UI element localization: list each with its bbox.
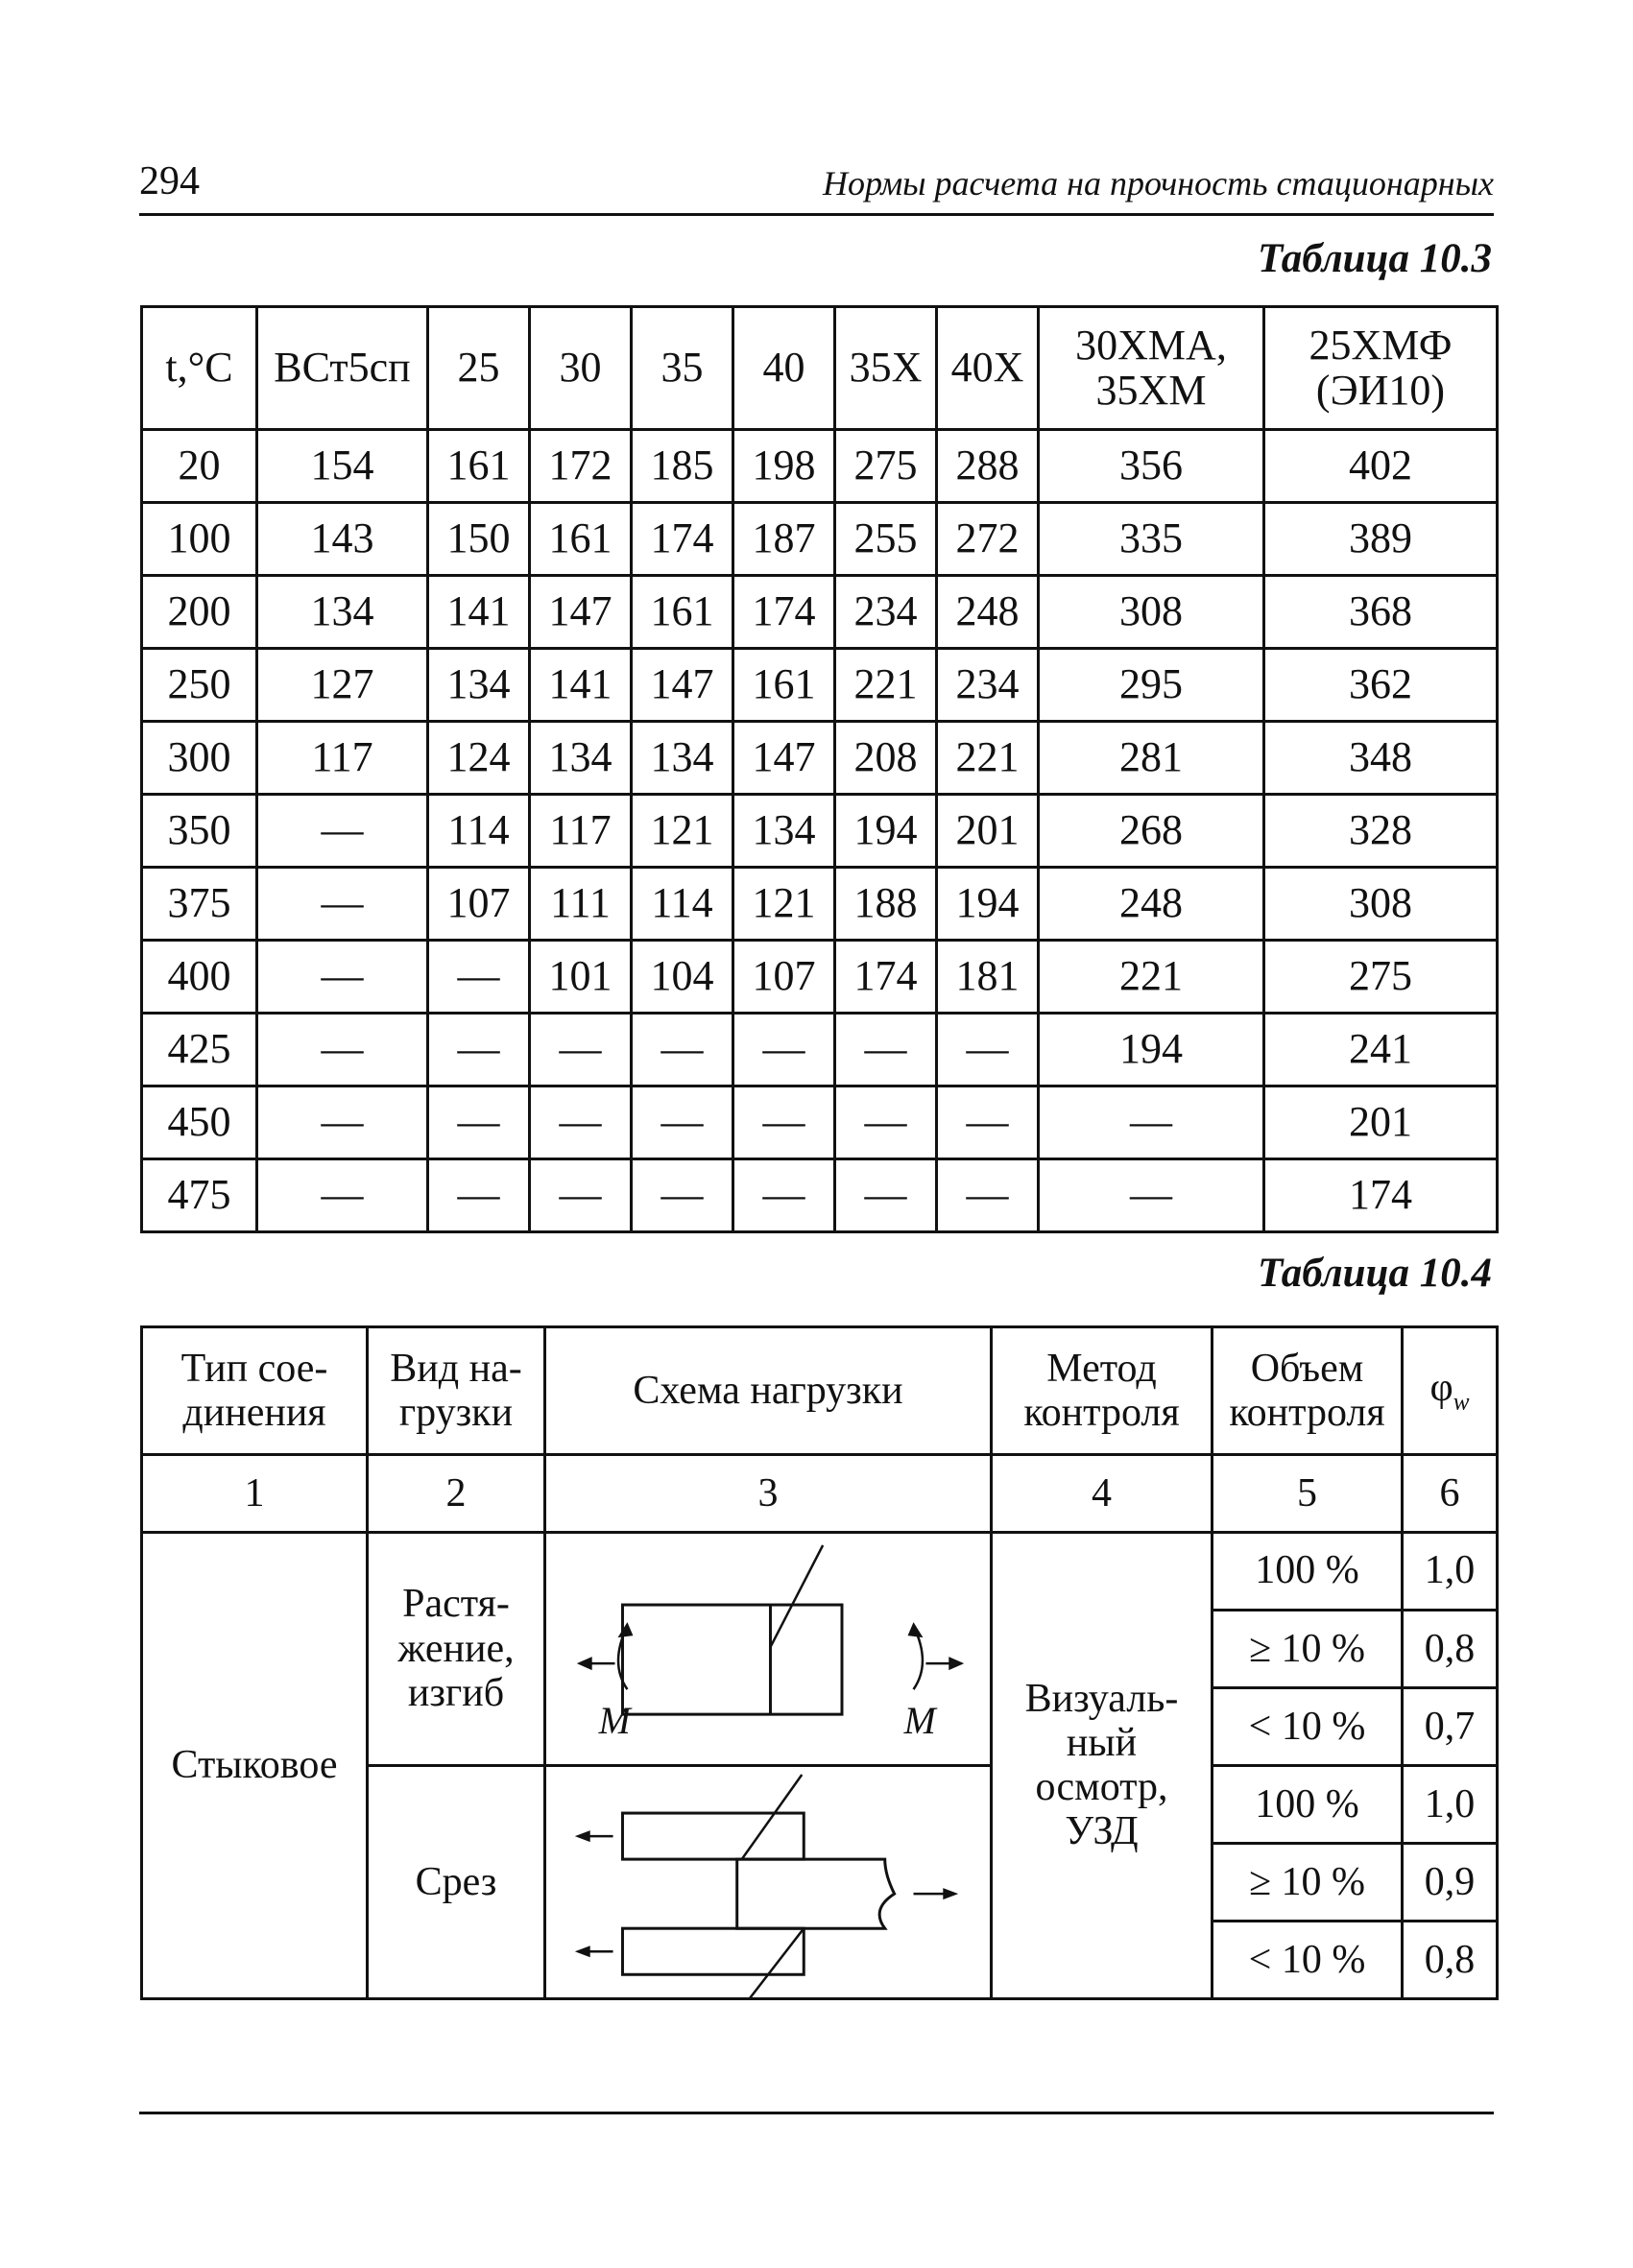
stress-value-cell: — [835,1159,937,1232]
table-row [142,576,1498,649]
temperature-cell: 200 [142,576,257,649]
stress-value-cell: 134 [530,722,632,795]
stress-value-cell: 389 [1264,503,1498,576]
stress-value-cell: — [428,1159,530,1232]
stress-value-cell: — [733,1086,835,1159]
table-row [142,941,1498,1014]
stress-value-cell: 362 [1264,649,1498,722]
stress-value-cell: 147 [530,576,632,649]
stress-value-cell: — [835,1014,937,1086]
stress-value-cell: 255 [835,503,937,576]
stress-value-cell: 121 [632,795,733,868]
running-head: Нормы расчета на прочность стационарных [823,164,1494,203]
stress-value-cell: 402 [1264,430,1498,503]
header-phi-w [1403,1327,1498,1455]
stress-value-cell: — [257,795,428,868]
stress-value-cell: — [530,1159,632,1232]
stress-value-cell: 368 [1264,576,1498,649]
stress-value-cell: 134 [733,795,835,868]
temperature-cell: 475 [142,1159,257,1232]
bending-plate [622,1605,842,1714]
stress-value-cell: 272 [937,503,1039,576]
shear-scheme-svg [546,1767,990,1997]
stress-value-cell: 268 [1039,795,1264,868]
stress-value-cell: 134 [632,722,733,795]
phi-cell: 1,0 [1403,1765,1498,1843]
stress-value-cell: 221 [937,722,1039,795]
stress-value-cell: 117 [530,795,632,868]
stress-value-cell: 188 [835,868,937,941]
header-steel-grade: ВСт5сп [257,307,428,430]
force-arrowhead-right [943,1888,958,1899]
table-row [142,1014,1498,1086]
header-steel-grade: 40 [733,307,835,430]
temperature-cell: 350 [142,795,257,868]
stress-value-cell: 308 [1264,868,1498,941]
phi-symbol: φ [1429,1365,1453,1410]
joint-type-cell: Стыковое [142,1532,368,1998]
volume-cell: ≥ 10 % [1213,1843,1403,1921]
phi-cell: 0,8 [1403,1921,1498,1998]
column-numbers-row [142,1454,1498,1532]
stress-value-cell: 127 [257,649,428,722]
phi-cell: 0,7 [1403,1687,1498,1765]
column-number-cell: 5 [1213,1454,1403,1532]
load-shear-cell: Срез [368,1765,545,1998]
stress-value-cell: 121 [733,868,835,941]
volume-cell: 100 % [1213,1765,1403,1843]
weld-leader-line [770,1545,823,1647]
table-10-4 [140,1325,1499,2000]
temperature-cell: 400 [142,941,257,1014]
stress-value-cell: 201 [1264,1086,1498,1159]
stress-value-cell: 194 [1039,1014,1264,1086]
column-number-cell: 3 [545,1454,992,1532]
stress-value-cell: 275 [835,430,937,503]
moment-label-right: M [903,1698,936,1742]
stress-value-cell: — [733,1159,835,1232]
stress-value-cell: — [530,1014,632,1086]
stress-value-cell: 174 [632,503,733,576]
phi-subscript: w [1453,1389,1470,1416]
stress-value-cell: 335 [1039,503,1264,576]
stress-value-cell: 141 [428,576,530,649]
stress-value-cell: 241 [1264,1014,1498,1086]
stress-value-cell: — [632,1086,733,1159]
stress-value-cell: 198 [733,430,835,503]
weld-leader-upper [742,1775,803,1859]
volume-cell: < 10 % [1213,1687,1403,1765]
header-rule [139,213,1494,216]
stress-value-cell: 107 [733,941,835,1014]
header-steel-grade: 40Х [937,307,1039,430]
stress-value-cell: 295 [1039,649,1264,722]
stress-value-cell: — [1039,1159,1264,1232]
stress-value-cell: 154 [257,430,428,503]
stress-value-cell: 185 [632,430,733,503]
header-steel-grade: 25ХМФ (ЭИ10) [1264,307,1498,430]
header-steel-grade: 30 [530,307,632,430]
stress-value-cell: 248 [937,576,1039,649]
stress-value-cell: 134 [428,649,530,722]
bending-scheme-svg [546,1534,990,1764]
weld-leader-lower [747,1928,804,1997]
header-control-volume: Объем контроля [1213,1327,1403,1455]
stress-value-cell: — [530,1086,632,1159]
moment-label-left: M [598,1698,631,1742]
stress-value-cell: 194 [835,795,937,868]
stress-value-cell: 124 [428,722,530,795]
header-control-method: Метод контроля [992,1327,1213,1455]
table-10-3 [140,305,1499,1233]
stress-value-cell: 104 [632,941,733,1014]
stress-value-cell: 275 [1264,941,1498,1014]
header-joint-type: Тип сое- динения [142,1327,368,1455]
table-row [142,868,1498,941]
stress-value-cell: 114 [632,868,733,941]
stress-value-cell: 221 [835,649,937,722]
stress-value-cell: 161 [733,649,835,722]
stress-value-cell: 147 [632,649,733,722]
table-10-3-caption: Таблица 10.3 [1258,236,1492,281]
phi-cell: 0,9 [1403,1843,1498,1921]
column-number-cell: 4 [992,1454,1213,1532]
header-steel-grade: 30ХМА, 35ХМ [1039,307,1264,430]
header-temperature: t,°C [142,307,257,430]
moment-arrowhead-right [908,1622,924,1637]
stress-value-cell: 234 [835,576,937,649]
stress-value-cell: — [257,1086,428,1159]
temperature-cell: 425 [142,1014,257,1086]
volume-cell: ≥ 10 % [1213,1610,1403,1687]
footer-rule [139,2112,1494,2114]
temperature-cell: 375 [142,868,257,941]
header-steel-grade: 25 [428,307,530,430]
stress-value-cell: 221 [1039,941,1264,1014]
temperature-cell: 300 [142,722,257,795]
force-arrowhead-right [949,1657,964,1670]
stress-value-cell: 107 [428,868,530,941]
stress-value-cell: 114 [428,795,530,868]
stress-value-cell: — [733,1014,835,1086]
temperature-cell: 450 [142,1086,257,1159]
stress-value-cell: — [1039,1086,1264,1159]
middle-plate [737,1859,895,1928]
moment-arrowhead-left [618,1622,634,1637]
shear-diagram [545,1765,992,1998]
header-load-scheme: Схема нагрузки [545,1327,992,1455]
lower-plate [622,1928,804,1974]
stress-value-cell: 134 [257,576,428,649]
table-row [142,649,1498,722]
table-row [142,795,1498,868]
stress-value-cell: — [257,1159,428,1232]
force-arrowhead-upper [575,1830,590,1842]
phi-cell: 0,8 [1403,1610,1498,1687]
stress-value-cell: 174 [835,941,937,1014]
phi-cell: 1,0 [1403,1532,1498,1610]
table-row [142,722,1498,795]
stress-value-cell: 172 [530,430,632,503]
stress-value-cell: 248 [1039,868,1264,941]
column-number-cell: 1 [142,1454,368,1532]
table-row [142,1086,1498,1159]
temperature-cell: 250 [142,649,257,722]
header-steel-grade: 35 [632,307,733,430]
table-header-row [142,307,1498,430]
stress-value-cell: 111 [530,868,632,941]
table-row [142,1159,1498,1232]
stress-value-cell: 234 [937,649,1039,722]
stress-value-cell: 161 [428,430,530,503]
stress-value-cell: 187 [733,503,835,576]
stress-value-cell: 101 [530,941,632,1014]
header-load-type: Вид на- грузки [368,1327,545,1455]
stress-value-cell: 174 [733,576,835,649]
stress-value-cell: — [428,941,530,1014]
force-arrowhead-lower [575,1946,590,1957]
table-row [142,430,1498,503]
upper-plate [622,1813,804,1859]
stress-value-cell: 141 [530,649,632,722]
stress-value-cell: 288 [937,430,1039,503]
bending-diagram [545,1532,992,1765]
stress-value-cell: — [632,1159,733,1232]
stress-value-cell: 181 [937,941,1039,1014]
stress-value-cell: 147 [733,722,835,795]
stress-value-cell: 117 [257,722,428,795]
force-arrowhead-left [577,1657,592,1670]
table-row [142,503,1498,576]
stress-value-cell: 194 [937,868,1039,941]
stress-value-cell: 348 [1264,722,1498,795]
stress-value-cell: — [257,1014,428,1086]
temperature-cell: 20 [142,430,257,503]
stress-value-cell: 201 [937,795,1039,868]
stress-value-cell: 161 [632,576,733,649]
stress-value-cell: 328 [1264,795,1498,868]
stress-value-cell: 281 [1039,722,1264,795]
volume-cell: 100 % [1213,1532,1403,1610]
stress-value-cell: — [937,1014,1039,1086]
page-number: 294 [139,159,200,203]
stress-value-cell: — [632,1014,733,1086]
stress-value-cell: — [937,1086,1039,1159]
column-number-cell: 2 [368,1454,545,1532]
stress-value-cell: — [937,1159,1039,1232]
stress-value-cell: 143 [257,503,428,576]
volume-cell: < 10 % [1213,1921,1403,1998]
header-steel-grade: 35Х [835,307,937,430]
stress-value-cell: 161 [530,503,632,576]
stress-value-cell: 356 [1039,430,1264,503]
method-cell: Визуаль- ный осмотр, УЗД [992,1532,1213,1998]
load-bending-cell: Растя- жение, изгиб [368,1532,545,1765]
stress-value-cell: — [428,1014,530,1086]
stress-value-cell: — [428,1086,530,1159]
stress-value-cell: 150 [428,503,530,576]
stress-value-cell: 174 [1264,1159,1498,1232]
column-number-cell: 6 [1403,1454,1498,1532]
table-10-4-caption: Таблица 10.4 [1258,1251,1492,1296]
stress-value-cell: 308 [1039,576,1264,649]
stress-value-cell: 208 [835,722,937,795]
stress-value-cell: — [257,868,428,941]
stress-value-cell: — [257,941,428,1014]
stress-value-cell: — [835,1086,937,1159]
temperature-cell: 100 [142,503,257,576]
